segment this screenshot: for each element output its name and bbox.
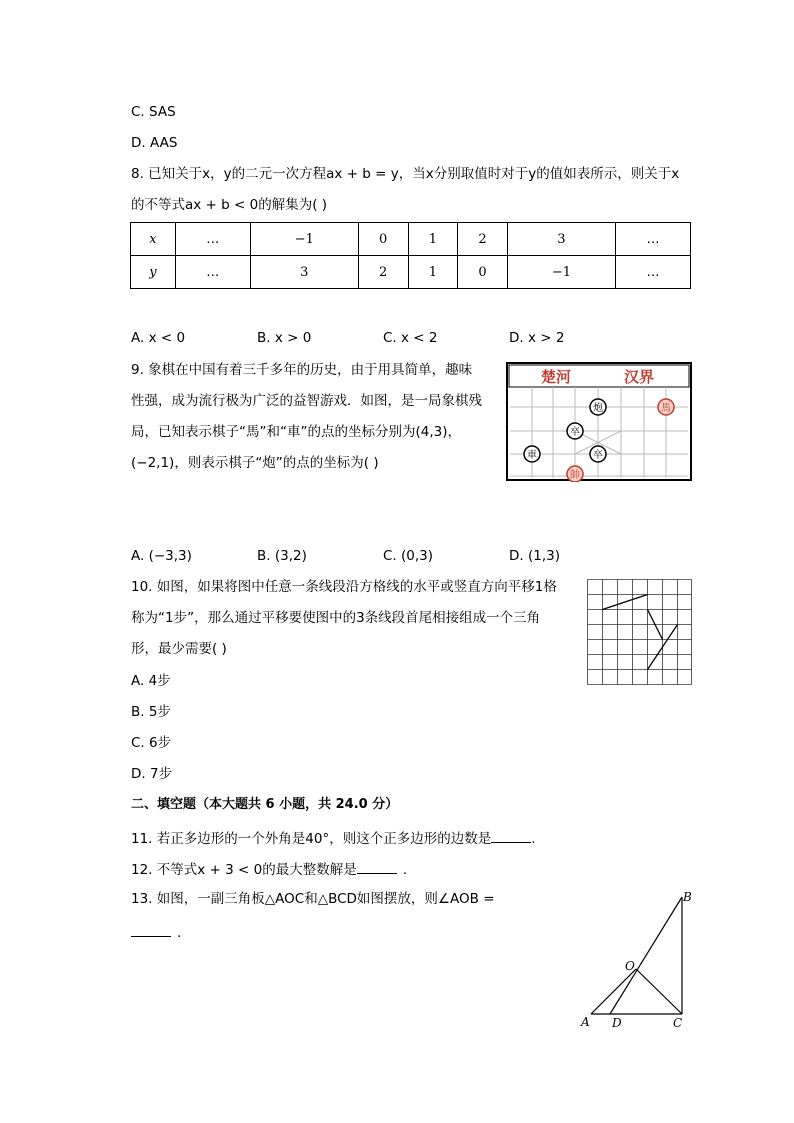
table-cell: …	[175, 256, 250, 289]
table-cell: −1	[507, 256, 615, 289]
q7-option-c: C. SAS	[131, 104, 176, 120]
q10-stem-line1: 10. 如图，如果将图中任意一条线段沿方格线的水平或竖直方向平移1格	[131, 579, 557, 595]
q10-option-a: A. 4步	[131, 673, 171, 689]
q9-stem-line4: (−2,1)，则表示棋子“炮”的点的坐标为( )	[131, 455, 379, 471]
piece-ma	[658, 399, 674, 415]
river-left-text: 楚河	[541, 368, 572, 386]
answer-blank[interactable]	[491, 828, 531, 843]
q9-stem-line3: 局，已知表示棋子“馬”和“車”的点的坐标分别为(4,3)，	[131, 424, 461, 440]
q10-stem-line3: 形，最少需要( )	[131, 641, 227, 657]
q12-text: 12. 不等式x + 3 < 0的最大整数解是	[131, 862, 357, 878]
table-cell: …	[615, 223, 690, 256]
q10-option-d: D. 7步	[131, 766, 173, 782]
table-cell: 1	[408, 223, 458, 256]
label-d: D	[612, 1016, 622, 1030]
q8-value-table	[130, 222, 691, 289]
river-right-text: 汉界	[624, 368, 655, 386]
table-row-x	[131, 223, 691, 256]
label-b: B	[683, 890, 692, 904]
section-heading: 二、填空题（本大题共 6 小题，共 24.0 分）	[131, 797, 399, 812]
table-cell: 1	[408, 256, 458, 289]
q8-option-a: A. x < 0	[131, 330, 186, 346]
svg-text:帥: 帥	[570, 470, 580, 481]
q7-option-d: D. AAS	[131, 135, 178, 151]
table-cell: x	[131, 223, 176, 256]
q9-option-d: D. (1,3)	[509, 548, 560, 564]
label-a: A	[581, 1015, 590, 1029]
q10-option-b: B. 5步	[131, 704, 171, 720]
table-cell: 0	[358, 223, 408, 256]
q8-option-d: D. x > 2	[509, 330, 565, 346]
q11-stem	[131, 828, 536, 848]
q12-end: .	[402, 862, 408, 878]
svg-text:卒: 卒	[570, 427, 580, 438]
table-cell: 2	[358, 256, 408, 289]
piece-zu-2	[590, 446, 606, 462]
table-cell: 2	[458, 223, 508, 256]
svg-text:車: 車	[527, 450, 537, 461]
q10-option-c: C. 6步	[131, 735, 172, 751]
q9-option-a: A. (−3,3)	[131, 548, 192, 564]
answer-blank[interactable]	[357, 859, 397, 874]
q11-end: .	[531, 831, 536, 847]
q8-stem-line2: 的不等式ax + b < 0的解集为( )	[131, 197, 328, 213]
q13-stem-line1: 13. 如图，一副三角板△AOC和△BCD如图摆放，则∠AOB =	[131, 891, 495, 907]
table-cell: …	[615, 256, 690, 289]
line-oc	[636, 969, 682, 1014]
triangle-figure	[575, 885, 695, 1035]
answer-blank[interactable]	[131, 922, 171, 937]
line-db	[610, 897, 682, 1014]
svg-text:馬: 馬	[661, 403, 671, 414]
table-cell: 3	[507, 223, 615, 256]
q10-stem-line2: 称为“1步”，那么通过平移要使图中的3条线段首尾相接组成一个三角	[131, 610, 541, 626]
table-cell: y	[131, 256, 176, 289]
svg-text:卒: 卒	[593, 450, 603, 461]
q8-option-c: C. x < 2	[383, 330, 438, 346]
label-o: O	[625, 959, 635, 973]
segment-1	[603, 595, 648, 610]
q9-option-b: B. (3,2)	[257, 548, 307, 564]
chess-board-figure	[506, 362, 692, 482]
svg-text:炮: 炮	[593, 403, 603, 414]
q11-text: 11. 若正多边形的一个外角是40°，则这个正多边形的边数是	[131, 831, 492, 847]
grid-figure	[587, 579, 692, 685]
q8-option-b: B. x > 0	[257, 330, 312, 346]
table-cell: 3	[250, 256, 358, 289]
label-c: C	[673, 1016, 683, 1030]
piece-pao	[590, 399, 606, 415]
table-cell: 0	[458, 256, 508, 289]
q9-stem-line1: 9. 象棋在中国有着三千多年的历史，由于用具简单，趣味	[131, 362, 473, 378]
piece-che	[524, 446, 540, 462]
table-cell: …	[175, 223, 250, 256]
q8-stem-line1: 8. 已知关于x，y的二元一次方程ax + b = y，当x分别取值时对于y的值如表所示，则关于x	[131, 166, 680, 182]
q12-stem	[131, 859, 407, 879]
q13-stem-line2	[131, 922, 181, 942]
piece-zu-1	[567, 423, 583, 439]
q9-option-c: C. (0,3)	[383, 548, 434, 564]
q13-end: .	[177, 925, 182, 941]
q9-stem-line2: 性强，成为流行极为广泛的益智游戏．如图，是一局象棋残	[131, 393, 482, 409]
table-row-y	[131, 256, 691, 289]
table-cell: −1	[250, 223, 358, 256]
piece-shuai	[567, 466, 583, 482]
